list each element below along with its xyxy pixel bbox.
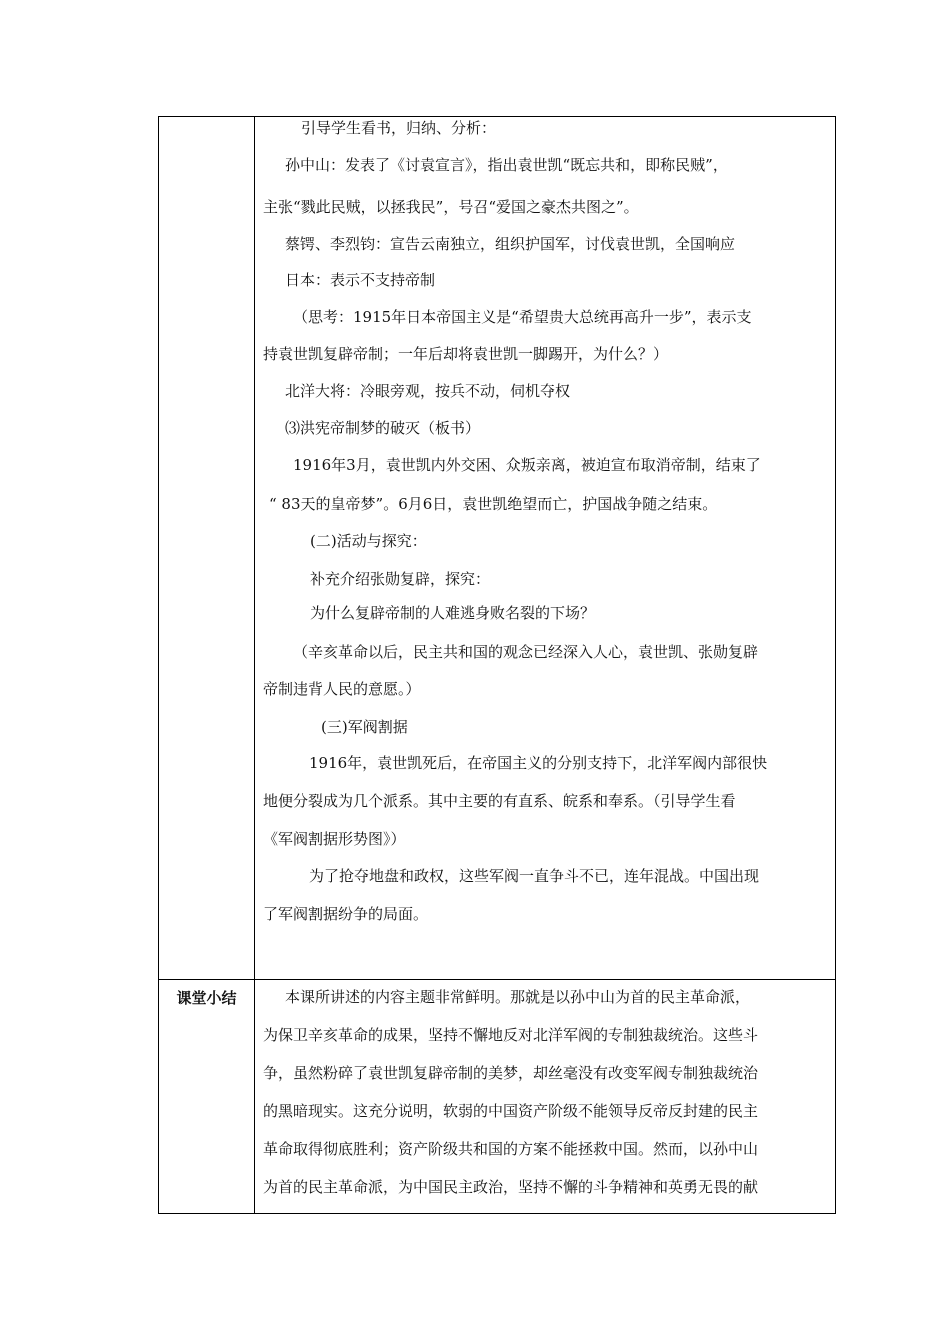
content-line: 了军阀割据纷争的局面。 bbox=[263, 905, 429, 923]
content-line: 《军阀割据形势图》） bbox=[263, 830, 406, 848]
content-line: 为了抢夺地盘和政权，这些军阀一直争斗不已，连年混战。中国出现 bbox=[309, 867, 760, 885]
section-heading: (三)军阀割据 bbox=[321, 718, 408, 736]
summary-line: 的黑暗现实。这充分说明，软弱的中国资产阶级不能领导反帝反封建的民主 bbox=[263, 1102, 759, 1120]
content-line: 1916年3月，袁世凯内外交困、众叛亲离，被迫宣布取消帝制，结束了 bbox=[293, 456, 761, 474]
lesson-table bbox=[158, 116, 836, 1214]
content-line: 主张“戮此民贼，以拯我民”，号召“爱国之豪杰共图之”。 bbox=[263, 198, 639, 216]
content-line: 持袁世凯复辟帝制；一年后却将袁世凯一脚踢开，为什么？） bbox=[263, 345, 669, 363]
section-heading: (二)活动与探究： bbox=[310, 532, 427, 550]
content-line: 1916年，袁世凯死后，在帝国主义的分别支持下，北洋军阀内部很快 bbox=[309, 754, 768, 772]
content-line: 引导学生看书，归纳、分析： bbox=[301, 119, 497, 137]
content-line: 帝制违背人民的意愿。） bbox=[263, 680, 421, 698]
summary-line: 为保卫辛亥革命的成果，坚持不懈地反对北洋军阀的专制独裁统治。这些斗 bbox=[263, 1026, 759, 1044]
summary-line: 为首的民主革命派，为中国民主政治，坚持不懈的斗争精神和英勇无畏的献 bbox=[263, 1178, 759, 1196]
content-line: 为什么复辟帝制的人难逃身败名裂的下场？ bbox=[310, 604, 596, 622]
content-line: “ 83天的皇帝梦”。6月6日，袁世凯绝望而亡，护国战争随之结束。 bbox=[269, 495, 718, 513]
column-divider bbox=[254, 117, 255, 1213]
content-line: （思考：1915年日本帝国主义是“希望贵大总统再高升一步”，表示支 bbox=[293, 308, 752, 326]
content-line: 地便分裂成为几个派系。其中主要的有直系、皖系和奉系。（引导学生看 bbox=[263, 792, 736, 810]
content-line: 补充介绍张勋复辟，探究： bbox=[310, 570, 491, 588]
summary-line: 争，虽然粉碎了袁世凯复辟帝制的美梦，却丝毫没有改变军阀专制独裁统治 bbox=[263, 1064, 759, 1082]
content-line: 蔡锷、李烈钧：宣告云南独立，组织护国军，讨伐袁世凯，全国响应 bbox=[285, 235, 736, 253]
content-line: （辛亥革命以后，民主共和国的观念已经深入人心，袁世凯、张勋复辟 bbox=[293, 643, 759, 661]
content-line: 北洋大将：冷眼旁观，按兵不动，伺机夺权 bbox=[285, 382, 571, 400]
section-heading: ⑶洪宪帝制梦的破灭（板书） bbox=[285, 419, 481, 437]
summary-line: 革命取得彻底胜利；资产阶级共和国的方案不能拯救中国。然而，以孙中山 bbox=[263, 1140, 759, 1158]
summary-label: 课堂小结 bbox=[176, 989, 237, 1007]
content-line: 孙中山：发表了《讨袁宣言》，指出袁世凯“既忘共和，即称民贼”， bbox=[285, 156, 728, 174]
summary-line: 本课所讲述的内容主题非常鲜明。那就是以孙中山为首的民主革命派， bbox=[285, 988, 751, 1006]
content-line: 日本：表示不支持帝制 bbox=[285, 271, 436, 289]
row-divider bbox=[159, 979, 835, 980]
